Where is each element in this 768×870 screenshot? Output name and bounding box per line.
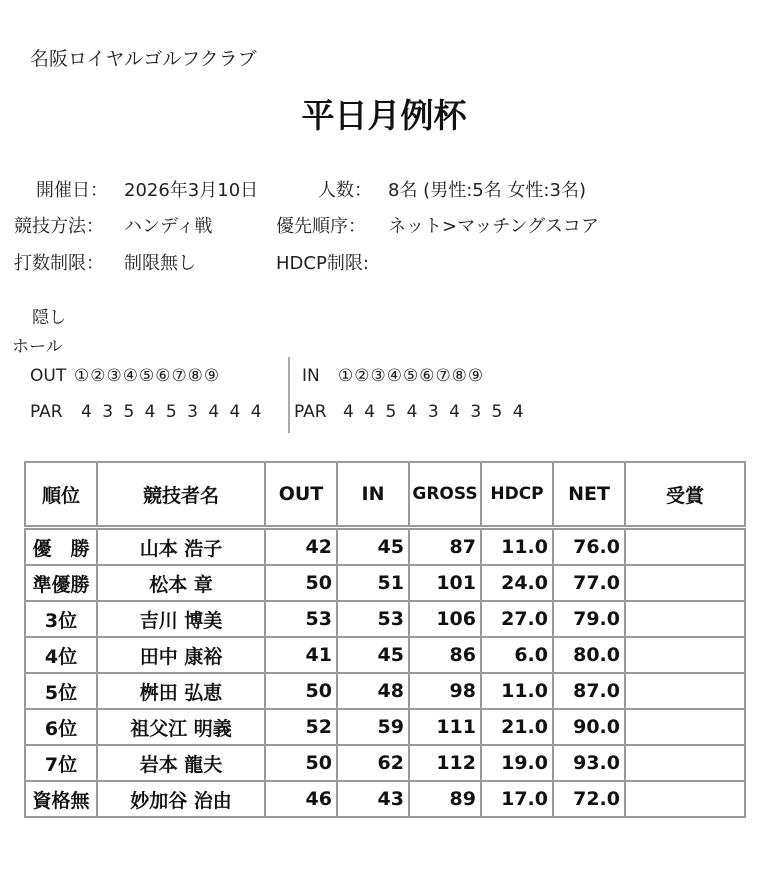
cell-rank: 6位: [25, 709, 97, 745]
cell-rank: 優 勝: [25, 528, 97, 566]
table-row: [25, 565, 745, 601]
header-out: OUT: [265, 462, 337, 528]
out-holes-label: OUT: [30, 366, 67, 386]
cell-net: 72.0: [553, 781, 625, 817]
cell-out: 50: [265, 565, 337, 601]
out-par-label: PAR: [30, 402, 63, 422]
cell-in: 43: [337, 781, 409, 817]
hidden-holes-label-2: ホール: [12, 337, 63, 357]
cell-rank: 3位: [25, 601, 97, 637]
cell-net: 79.0: [553, 601, 625, 637]
out-holes-marks: ①②③④⑤⑥⑦⑧⑨: [74, 366, 221, 386]
count-label: 人数：: [318, 180, 372, 201]
in-holes-marks: ①②③④⑤⑥⑦⑧⑨: [338, 366, 485, 386]
hidden-holes-label-1: 隠し: [32, 308, 66, 328]
date-value: 2026年3月10日: [124, 180, 259, 201]
cell-gross: 87: [409, 528, 481, 566]
stroke-limit-value: 制限無し: [124, 253, 196, 274]
table-row: [25, 673, 745, 709]
cell-net: 77.0: [553, 565, 625, 601]
cell-net: 80.0: [553, 637, 625, 673]
cell-in: 45: [337, 528, 409, 566]
header-hdcp: HDCP: [481, 462, 553, 528]
out-par-values: 4 3 5 4 5 3 4 4 4: [81, 402, 262, 422]
table-row: [25, 637, 745, 673]
cell-in: 48: [337, 673, 409, 709]
hdcp-limit-label: HDCP制限:: [276, 253, 369, 274]
cell-name: 吉川 博美: [97, 601, 265, 637]
cell-award: [625, 565, 745, 601]
header-award: 受賞: [625, 462, 745, 528]
cell-rank: 準優勝: [25, 565, 97, 601]
cell-rank: 4位: [25, 637, 97, 673]
cell-hdcp: 17.0: [481, 781, 553, 817]
cell-hdcp: 27.0: [481, 601, 553, 637]
cell-gross: 106: [409, 601, 481, 637]
cell-name: 祖父江 明義: [97, 709, 265, 745]
cell-net: 87.0: [553, 673, 625, 709]
in-par-values: 4 4 5 4 3 4 3 5 4: [343, 402, 524, 422]
cell-hdcp: 19.0: [481, 745, 553, 781]
cell-hdcp: 21.0: [481, 709, 553, 745]
in-holes-label: IN: [302, 366, 320, 386]
header-name: 競技者名: [97, 462, 265, 528]
cell-net: 93.0: [553, 745, 625, 781]
cell-gross: 101: [409, 565, 481, 601]
priority-label: 優先順序：: [276, 216, 366, 237]
table-row: [25, 709, 745, 745]
cell-hdcp: 11.0: [481, 673, 553, 709]
cell-out: 46: [265, 781, 337, 817]
cell-out: 50: [265, 673, 337, 709]
cell-in: 62: [337, 745, 409, 781]
cell-net: 90.0: [553, 709, 625, 745]
cell-award: [625, 673, 745, 709]
header-rank: 順位: [25, 462, 97, 528]
cell-gross: 86: [409, 637, 481, 673]
table-header-row: [25, 462, 745, 528]
holes-divider: [288, 357, 290, 433]
table-row: [25, 781, 745, 817]
priority-value: ネット>マッチングスコア: [388, 216, 599, 237]
cell-in: 51: [337, 565, 409, 601]
cell-award: [625, 601, 745, 637]
method-label: 競技方法：: [14, 216, 104, 237]
cell-award: [625, 745, 745, 781]
cell-gross: 89: [409, 781, 481, 817]
cell-out: 53: [265, 601, 337, 637]
cell-name: 松本 章: [97, 565, 265, 601]
in-par-label: PAR: [294, 402, 327, 422]
cell-hdcp: 6.0: [481, 637, 553, 673]
cell-gross: 98: [409, 673, 481, 709]
cell-rank: 7位: [25, 745, 97, 781]
cell-name: 山本 浩子: [97, 528, 265, 566]
cell-name: 岩本 龍夫: [97, 745, 265, 781]
header-gross: GROSS: [409, 462, 481, 528]
cell-name: 桝田 弘恵: [97, 673, 265, 709]
cell-out: 41: [265, 637, 337, 673]
cell-in: 45: [337, 637, 409, 673]
cell-net: 76.0: [553, 528, 625, 566]
page-title: 平日月例杯: [301, 96, 467, 135]
cell-out: 42: [265, 528, 337, 566]
results-table: [24, 461, 746, 818]
cell-hdcp: 11.0: [481, 528, 553, 566]
cell-award: [625, 637, 745, 673]
count-value: 8名 (男性:5名 女性:3名): [388, 180, 586, 201]
method-value: ハンディ戦: [124, 216, 213, 237]
cell-out: 50: [265, 745, 337, 781]
cell-gross: 111: [409, 709, 481, 745]
table-row: [25, 528, 745, 566]
date-label: 開催日：: [36, 180, 108, 201]
table-row: [25, 745, 745, 781]
cell-rank: 資格無: [25, 781, 97, 817]
cell-rank: 5位: [25, 673, 97, 709]
stroke-limit-label: 打数制限：: [14, 253, 104, 274]
cell-award: [625, 709, 745, 745]
cell-award: [625, 781, 745, 817]
club-name: 名阪ロイヤルゴルフクラブ: [30, 48, 257, 70]
cell-out: 52: [265, 709, 337, 745]
cell-in: 59: [337, 709, 409, 745]
cell-hdcp: 24.0: [481, 565, 553, 601]
header-in: IN: [337, 462, 409, 528]
cell-name: 妙加谷 治由: [97, 781, 265, 817]
table-row: [25, 601, 745, 637]
cell-in: 53: [337, 601, 409, 637]
cell-gross: 112: [409, 745, 481, 781]
cell-award: [625, 528, 745, 566]
header-net: NET: [553, 462, 625, 528]
cell-name: 田中 康裕: [97, 637, 265, 673]
